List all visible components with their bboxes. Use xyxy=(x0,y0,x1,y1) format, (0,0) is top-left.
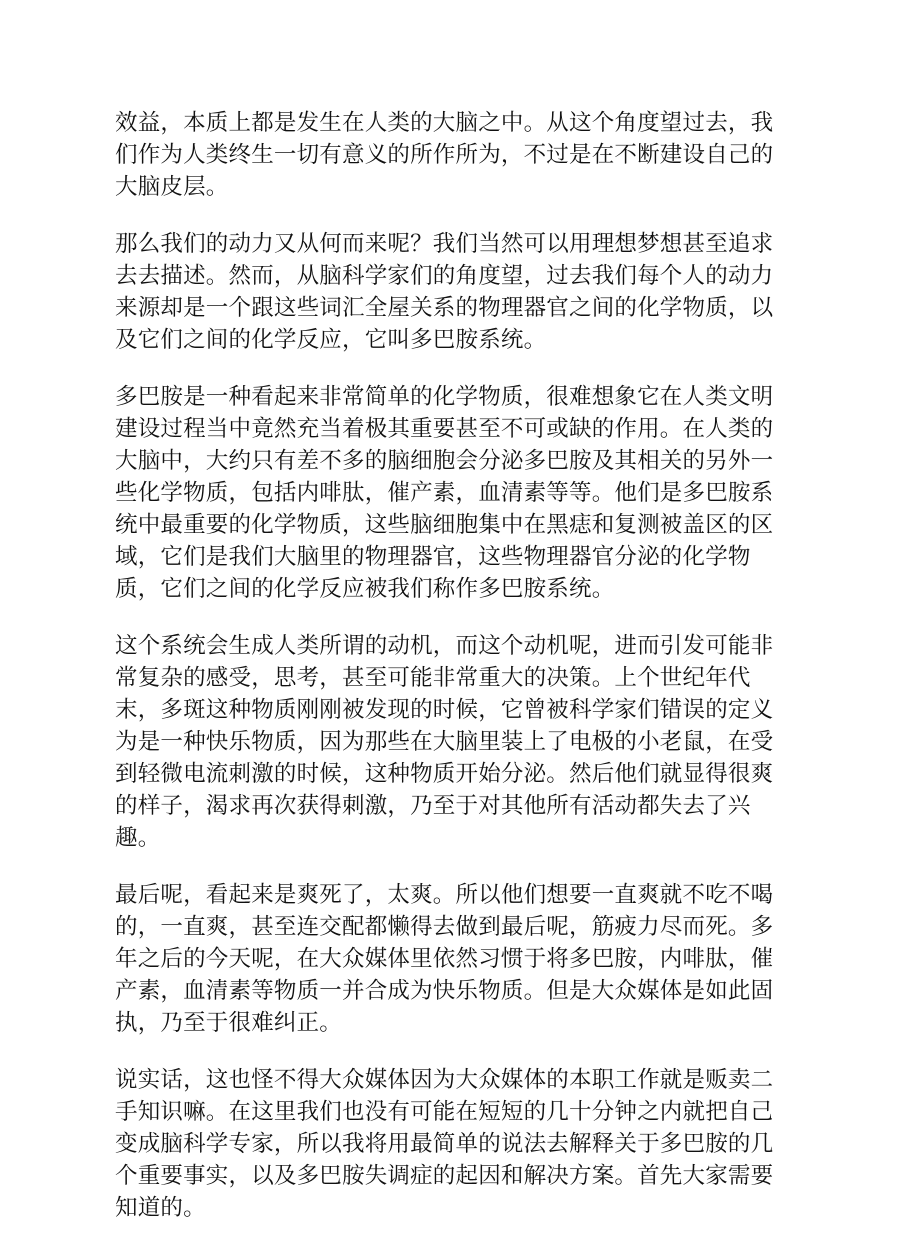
paragraph-6: 说实话，这也怪不得大众媒体因为大众媒体的本职工作就是贩卖二手知识嘛。在这里我们也没有可能在短短的几十分钟之内就把自己变成脑科学专家，所以我将用最简单的说法去解释关于多巴胺的几个重要事实，以及多巴胺失调症的起因和解决方案。首先大家需要知道的。 xyxy=(115,1067,774,1221)
paragraph-1: 效益，本质上都是发生在人类的大脑之中。从这个角度望过去，我们作为人类终生一切有意义的所作所为，不过是在不断建设自己的大脑皮层。 xyxy=(115,110,774,200)
paragraph-3: 多巴胺是一种看起来非常简单的化学物质，很难想象它在人类文明建设过程当中竟然充当着极其重要甚至不可或缺的作用。在人类的大脑中，大约只有差不多的脑细胞会分泌多巴胺及其相关的另外一些化学物质，包括内啡肽，催产素，血清素等等。他们是多巴胺系统中最重要的化学物质，这些脑细胞集中在黑痣和复测被盖区的区域，它们是我们大脑里的物理器官，这些物理器官分泌的化学物质，它们之间的化学反应被我们称作多巴胺系统。 xyxy=(115,384,774,602)
paragraph-5: 最后呢，看起来是爽死了，太爽。所以他们想要一直爽就不吃不喝的，一直爽，甚至连交配都懒得去做到最后呢，筋疲力尽而死。多年之后的今天呢，在大众媒体里依然习惯于将多巴胺，内啡肽，催产素，血清素等物质一并合成为快乐物质。但是大众媒体是如此固执，乃至于很难纠正。 xyxy=(115,882,774,1036)
document-body xyxy=(115,107,790,1249)
paragraph-2: 那么我们的动力又从何而来呢？我们当然可以用理想梦想甚至追求去去描述。然而，从脑科学家们的角度望，过去我们每个人的动力来源却是一个跟这些词汇全屋关系的物理器官之间的化学物质，以及它们之间的化学反应，它叫多巴胺系统。 xyxy=(115,231,774,353)
paragraph-4: 这个系统会生成人类所谓的动机，而这个动机呢，进而引发可能非常复杂的感受，思考，甚至可能非常重大的决策。上个世纪年代末，多斑这种物质刚刚被发现的时候，它曾被科学家们错误的定义为是一种快乐物质，因为那些在大脑里装上了电极的小老鼠，在受到轻微电流刺激的时候，这种物质开始分泌。然后他们就显得很爽的样子，渴求再次获得刺激，乃至于对其他所有活动都失去了兴趣。 xyxy=(115,633,774,851)
